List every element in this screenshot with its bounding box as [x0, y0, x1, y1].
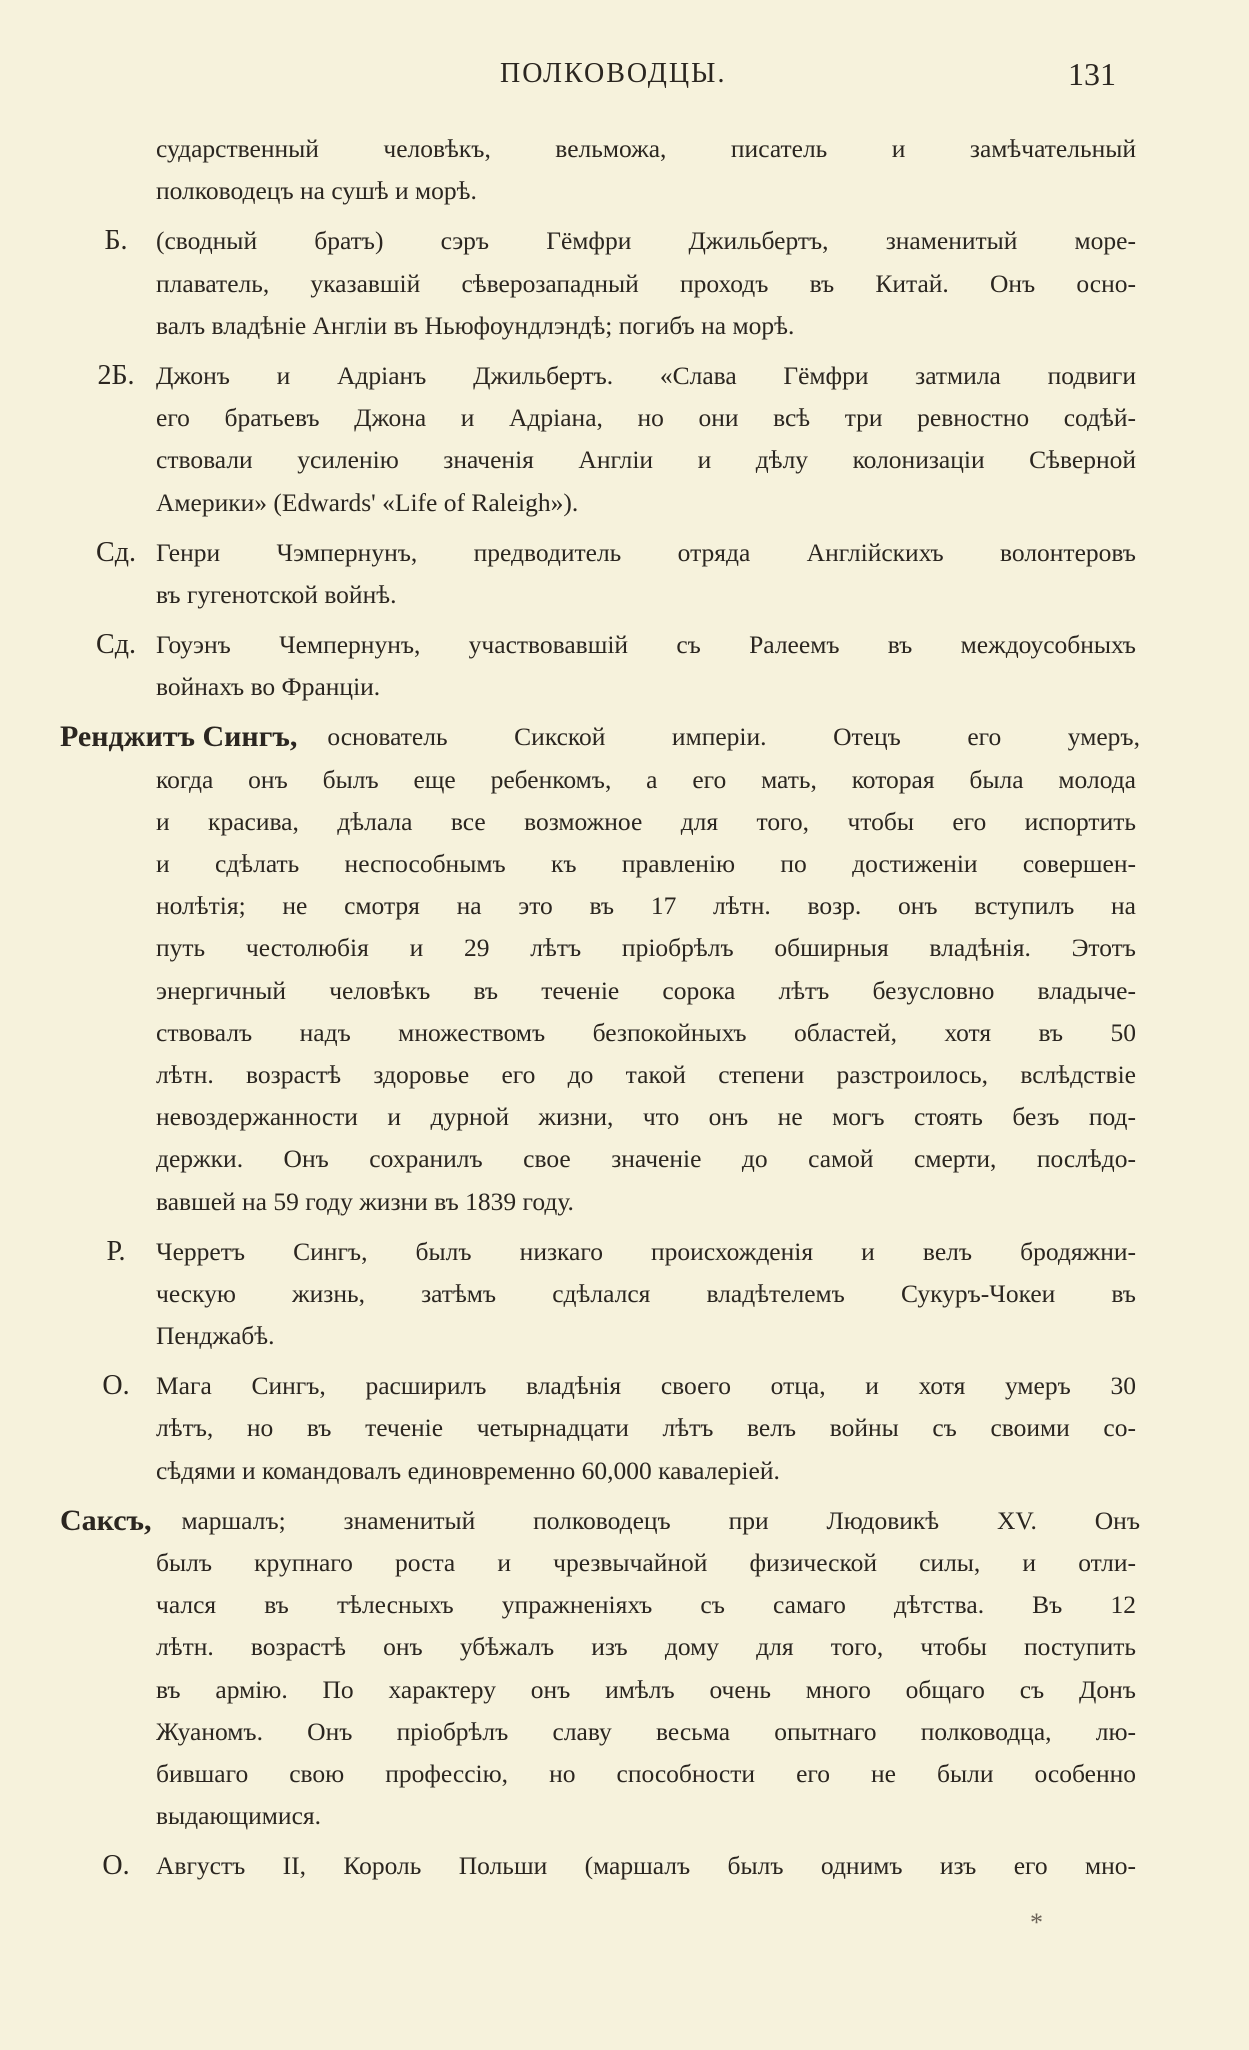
entry-b — [60, 220, 1140, 347]
text-line: лѣтн. возрастѣ здоровье его до такой степени разстроилось, вслѣдствіе — [156, 1059, 1136, 1089]
page-number: 131 — [1068, 56, 1116, 92]
text-line: (сводный братъ) сэръ Гёмфри Джильбертъ, знаменитый море- — [156, 226, 1136, 256]
text-line: сударственный человѣкъ, вельможа, писатель и замѣчательный — [156, 134, 1136, 163]
main-entry-ranjit-singh — [60, 716, 1140, 1222]
text-line: въ армію. По характеру онъ имѣлъ очень много общаго съ Донъ — [156, 1674, 1136, 1704]
text-line: лѣтъ, но въ теченіе четырнадцати лѣтъ велъ войны съ своими со- — [156, 1413, 1136, 1443]
running-head — [0, 56, 1249, 106]
text-line: въ гугенотской войнѣ. — [156, 579, 397, 609]
text-line: лѣтн. возрастѣ онъ убѣжалъ изъ дому для того, чтобы поступить — [156, 1632, 1136, 1662]
text-line: основатель Сикской имперіи. Отецъ его умеръ, — [327, 722, 1140, 752]
text-line: когда онъ былъ еще ребенкомъ, а его мать, которая была молода — [156, 764, 1136, 794]
entry-o-2 — [60, 1845, 1140, 1887]
entry-label: 2Б. — [97, 359, 135, 391]
text-line: держки. Онъ сохранилъ свое значеніе до самой смерти, послѣдо- — [156, 1144, 1136, 1174]
text-line: и красива, дѣлала все возможное для того, чтобы его испортить — [156, 806, 1136, 836]
text-line: Америки» (Edwards' «Life of Raleigh»). — [156, 487, 579, 517]
text-line: Джонъ и Адріанъ Джильбертъ. «Слава Гёмфри затмила подвиги — [156, 360, 1136, 390]
text-line: Мага Сингъ, расширилъ владѣнія своего отца, и хотя умеръ 30 — [156, 1371, 1136, 1401]
entry-label: О. — [102, 1370, 130, 1402]
text-line: невоздержанности и дурной жизни, что онъ не могъ стоять безъ под- — [156, 1102, 1136, 1132]
text-line: путь честолюбія и 29 лѣтъ пріобрѣлъ обширныя владѣнія. Этотъ — [156, 933, 1136, 963]
entry-label: Сд. — [96, 536, 136, 568]
text-line: полководецъ на сушѣ и морѣ. — [156, 176, 477, 206]
text-line: маршалъ; знаменитый полководецъ при Людовикѣ XV. Онъ — [181, 1505, 1140, 1535]
page-body — [60, 128, 1140, 1896]
text-line: Черретъ Сингъ, былъ низкаго происхожденія и велъ бродяжни- — [156, 1236, 1136, 1266]
entry-label: Сд. — [96, 629, 136, 661]
text-line: ческую жизнь, затѣмъ сдѣлался владѣтелемъ Сукуръ-Чокеи въ — [156, 1278, 1136, 1308]
text-line: чался въ тѣлесныхъ упражненіяхъ съ самаго дѣтства. Въ 12 — [156, 1590, 1136, 1620]
entry-sd-1 — [60, 532, 1140, 616]
text-line: Гоуэнъ Чемпернунъ, участвовавшій съ Ралеемъ въ междоусобныхъ — [156, 630, 1136, 660]
running-head-title: ПОЛКОВОДЦЫ. — [500, 58, 727, 89]
text-line: ствовали усиленію значенія Англіи и дѣлу колонизаціи Сѣверной — [156, 445, 1136, 475]
entry-o-1 — [60, 1365, 1140, 1492]
entry-r — [60, 1231, 1140, 1358]
text-line: выдающимися. — [156, 1801, 322, 1831]
text-line: Пенджабѣ. — [156, 1321, 275, 1351]
entry-label: О. — [102, 1850, 130, 1882]
text-line: его братьевъ Джона и Адріана, но они всѣ три ревностно содѣй- — [156, 403, 1136, 433]
text-line: вавшей на 59 году жизни въ 1839 году. — [156, 1186, 574, 1216]
entry-sd-2 — [60, 624, 1140, 708]
text-line: Генри Чэмпернунъ, предводитель отряда Англійскихъ волонтеровъ — [156, 537, 1136, 567]
entry-label: Р. — [106, 1235, 126, 1267]
main-entry-saxe — [60, 1500, 1140, 1838]
paragraph-continuation — [60, 128, 1140, 212]
text-line: валъ владѣніе Англіи въ Ньюфоундлэндѣ; погибъ на морѣ. — [156, 310, 795, 340]
text-line: былъ крупнаго роста и чрезвычайной физической силы, и отли- — [156, 1548, 1136, 1577]
entry-heading-name: Саксъ, — [60, 1503, 152, 1537]
text-line: войнахъ во Франціи. — [156, 672, 381, 702]
text-line: ствовалъ надъ множествомъ безпокойныхъ областей, хотя въ 50 — [156, 1017, 1136, 1047]
text-line: Августъ II, Король Польши (маршалъ былъ однимъ изъ его мно- — [156, 1851, 1136, 1881]
text-line: плаватель, указавшій сѣверозападный проходъ въ Китай. Онъ осно- — [156, 268, 1136, 298]
text-line: бившаго свою профессію, но способности его не были особенно — [156, 1758, 1136, 1788]
entry-label: Б. — [104, 225, 128, 257]
text-line: нолѣтія; не смотря на это въ 17 лѣтн. возр. онъ вступилъ на — [156, 891, 1136, 921]
signature-mark: * — [1030, 1908, 1043, 1937]
text-line: Жуаномъ. Онъ пріобрѣлъ славу весьма опытнаго полководца, лю- — [156, 1716, 1136, 1746]
entry-2b — [60, 355, 1140, 524]
text-line: энергичный человѣкъ въ теченіе сорока лѣтъ безусловно владыче- — [156, 975, 1136, 1005]
text-line: сѣдями и командовалъ единовременно 60,000 кавалеріей. — [156, 1455, 780, 1485]
entry-heading-name: Ренджитъ Сингъ, — [60, 720, 298, 754]
text-line: и сдѣлать неспособнымъ къ правленію по достиженіи совершен- — [156, 849, 1136, 878]
